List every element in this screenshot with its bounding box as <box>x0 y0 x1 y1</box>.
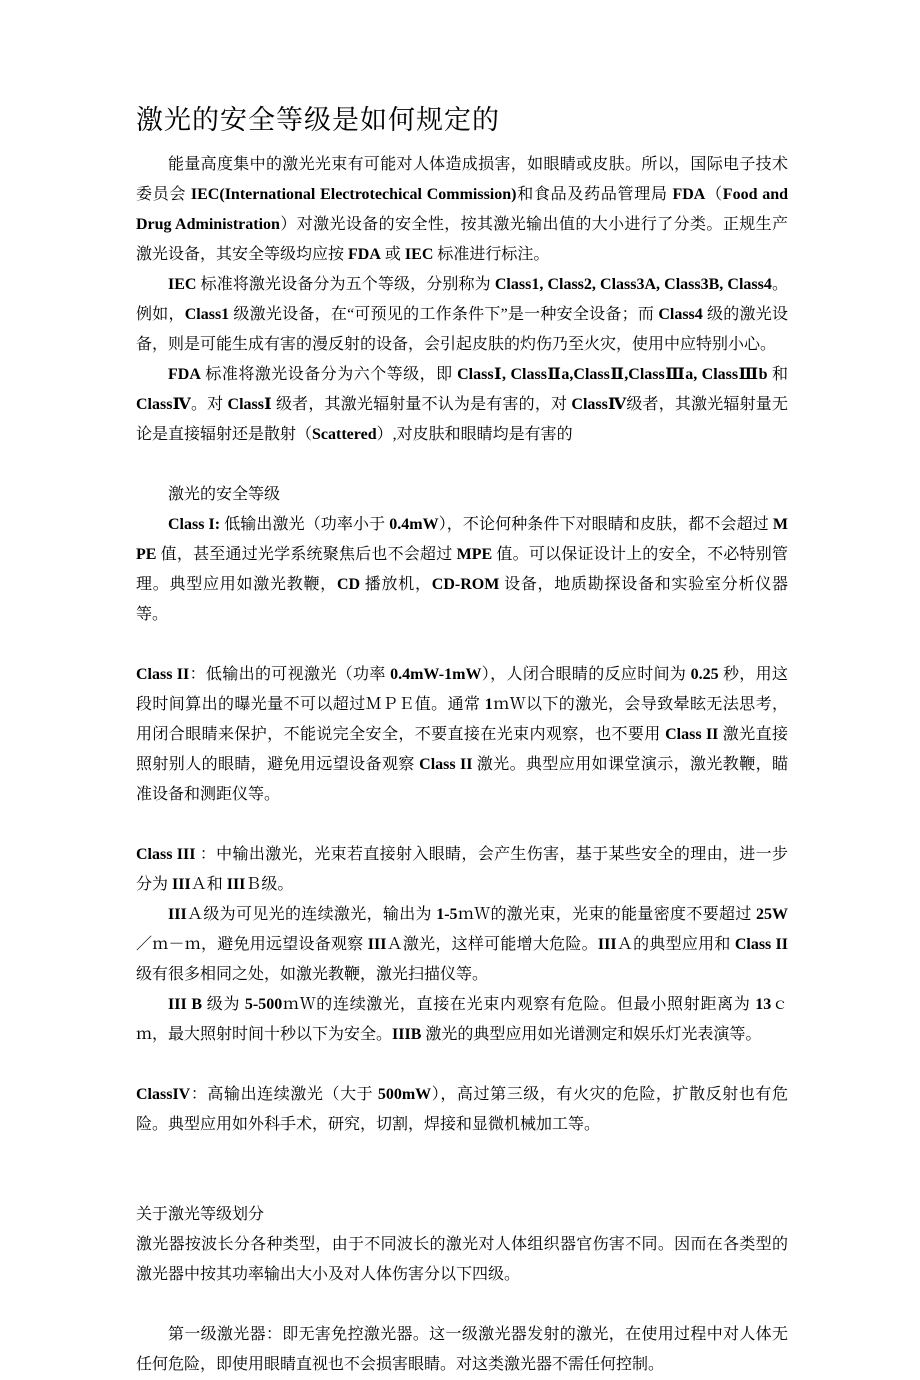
text-run: ），不论何种条件下对眼睛和皮肤，都不会超过 <box>438 516 773 533</box>
text-run: 级者，其激光辐射量无论是直接辐射还是散射（ <box>136 396 788 443</box>
text-run: 低输出激光（功率小于 <box>224 516 390 533</box>
text-run: Food and Drug Administration <box>136 186 788 233</box>
text-run: 0.4mW-1mW <box>390 666 482 683</box>
text-run: MPE <box>136 516 788 563</box>
text-run: ClassⅠ <box>227 396 272 413</box>
text-run: ClassⅠ, ClassⅡa,ClassⅡ,ClassⅢa, ClassⅢb <box>457 366 768 383</box>
text-run: ：低输出的可视激光（功率 <box>189 666 391 683</box>
text-run: Class III <box>136 846 200 863</box>
text-run: III <box>226 876 246 893</box>
paragraph-6 <box>136 660 788 810</box>
text-run: 值。可以保证设计上的安全，不必特别管理。典型应用如激光教鞭， <box>136 546 788 593</box>
document-title: 激光的安全等级是如何规定的 <box>136 105 500 135</box>
text-run: 标准将激光设备分为五个等级，分别称为 <box>196 276 495 293</box>
text-run: 激光直接照射别人的眼睛，避免用远望设备观察 <box>136 726 788 773</box>
text-run: MPE <box>456 546 493 563</box>
text-run: III B <box>168 996 203 1013</box>
text-run: ｃｍ，最大照射时间十秒以下为安全。 <box>136 996 788 1043</box>
paragraph-2 <box>136 270 788 360</box>
text-run: ｍＷ以下的激光，会导致晕眩无法思考，用闭合眼睛来保护，不能说完全安全，不要直接在光束内观察，也不要用 <box>136 696 788 743</box>
text-run: 。对 <box>190 396 228 413</box>
text-run: 5-500 <box>244 996 283 1013</box>
text-run: （ <box>705 186 723 203</box>
text-run: IEC <box>404 246 434 263</box>
text-run: 或 <box>380 246 405 263</box>
text-run: 0.4mW <box>389 516 439 533</box>
paragraph-8 <box>136 900 788 990</box>
text-run: 秒，用这段时间算出的曝光量不可以超过ＭＰＥ值。通常 <box>136 666 788 713</box>
text-run: ｍＷ的连续激光，直接在光束内观察有危险。但最小照射距离为 <box>282 996 756 1013</box>
text-run: Class II <box>136 666 190 683</box>
text-run: Ａ的典型应用和 <box>616 936 735 953</box>
text-run: 能量高度集中的激光光束有可能对人体造成损害，如眼睛或皮肤。所以，国际电子技术委员会 <box>136 156 788 203</box>
text-run: IIIB <box>392 1026 422 1043</box>
text-run: Ａ级为可见光的连续激光，输出为 <box>186 906 437 923</box>
text-run: ）对激光设备的安全性，按其激光输出值的大小进行了分类。正规生产激光设备，其安全等级均应按 <box>136 216 788 263</box>
text-run: IEC <box>168 276 197 293</box>
text-run: Class4 <box>658 306 703 323</box>
text-run: 500mW <box>377 1086 432 1103</box>
text-run: CD <box>336 576 361 593</box>
text-run: FDA <box>168 366 201 383</box>
paragraph-9 <box>136 990 788 1050</box>
text-run: Ａ和 <box>190 876 227 893</box>
text-run: 激光的典型应用如光谱测定和娱乐灯光表演等。 <box>421 1026 762 1043</box>
text-run: Class1, Class2, Class3A, Class3B, Class4 <box>494 276 772 293</box>
paragraph-10 <box>136 1080 788 1140</box>
paragraph-3 <box>136 360 788 450</box>
text-run: 激光器按波长分各种类型，由于不同波长的激光对人体组织器官伤害不同。因而在各类型的激光器中按其功率输出大小及对人体伤害分以下四级。 <box>136 1236 788 1283</box>
text-run: CD-ROM <box>431 576 500 593</box>
text-run: 设备，地质勘探设备和实验室分析仪器等。 <box>136 576 788 623</box>
paragraph-1 <box>136 150 788 270</box>
text-run: ）,对皮肤和眼睛均是有害的 <box>376 426 573 443</box>
text-run: Ａ激光，这样可能增大危险。 <box>386 936 598 953</box>
text-run: ClassⅣ <box>571 396 627 413</box>
text-run: 。例如， <box>136 276 788 323</box>
text-run: III <box>172 876 191 893</box>
document-body <box>136 150 788 1380</box>
text-run: ／ｍ－ｍ，避免用远望设备观察 <box>136 936 368 953</box>
text-run: Scattered <box>312 426 377 443</box>
text-run: III <box>367 936 387 953</box>
paragraph-7 <box>136 840 788 900</box>
text-run: Class II <box>419 756 473 773</box>
text-run: 1-5 <box>436 906 458 923</box>
paragraph-4 <box>136 480 788 510</box>
paragraph-11 <box>136 1200 788 1230</box>
text-run: ClassⅣ <box>136 396 191 413</box>
text-run: 0.25 <box>690 666 719 683</box>
text-run: ），高过第三级，有火灾的危险，扩散反射也有危险。典型应用如外科手术，研究，切割，焊接和显微机械加工等。 <box>136 1086 788 1133</box>
text-run: Ｂ级。 <box>245 876 294 893</box>
text-run: ：中输出激光，光束若直接射入眼睛，会产生伤害，基于某些安全的理由，进一步分为 <box>136 846 788 893</box>
text-run: 级者，其激光辐射量不认为是有害的，对 <box>271 396 572 413</box>
text-run: Class II <box>665 726 719 743</box>
text-run: 激光。典型应用如课堂演示，激光教鞭，瞄准设备和测距仪等。 <box>136 756 788 803</box>
text-run: ｍＷ的激光束，光束的能量密度不要超过 <box>457 906 756 923</box>
text-run: 级激光设备，在“可预见的工作条件下”是一种安全设备；而 <box>229 306 659 323</box>
text-run: Class I: <box>168 516 225 533</box>
text-run: Class II <box>734 936 788 953</box>
text-run: III <box>168 906 187 923</box>
text-run: FDA <box>348 246 381 263</box>
paragraph-12 <box>136 1230 788 1290</box>
text-run: ClassIV <box>136 1086 191 1103</box>
text-run: 级有很多相同之处，如激光教鞭，激光扫描仪等。 <box>136 966 489 983</box>
text-run: 级的激光设备，则是可能生成有害的漫反射的设备，会引起皮肤的灼伤乃至火灾，使用中应特别小心。 <box>136 306 788 353</box>
text-run: III <box>597 936 617 953</box>
text-run: 激光的安全等级 <box>168 486 281 503</box>
text-run: 值，甚至通过光学系统聚焦后也不会超过 <box>156 546 457 563</box>
text-run: 第一级激光器：即无害免控激光器。这一级激光器发射的激光，在使用过程中对人体无任何危险，即使用眼睛直视也不会损害眼睛。对这类激光器不需任何控制。 <box>136 1326 788 1373</box>
text-run: 标准将激光设备分为六个等级，即 <box>200 366 458 383</box>
text-run: IEC(International Electrotechical Commission) <box>190 186 517 203</box>
text-run: 和食品及药品管理局 <box>516 186 673 203</box>
text-run: 13 <box>755 996 772 1013</box>
text-run: 25W <box>755 906 788 923</box>
text-run: 1 <box>484 696 493 713</box>
text-run: Class1 <box>184 306 230 323</box>
text-run: 关于激光等级划分 <box>136 1206 265 1223</box>
text-run: FDA <box>672 186 706 203</box>
text-run: 播放机， <box>360 576 432 593</box>
text-run: 标准进行标注。 <box>433 246 550 263</box>
text-run: 级为 <box>202 996 245 1013</box>
paragraph-5 <box>136 510 788 630</box>
text-run: 和 <box>767 366 788 383</box>
paragraph-13 <box>136 1320 788 1380</box>
text-run: ：高输出连续激光（大于 <box>190 1086 378 1103</box>
text-run: ），人闭合眼睛的反应时间为 <box>481 666 691 683</box>
